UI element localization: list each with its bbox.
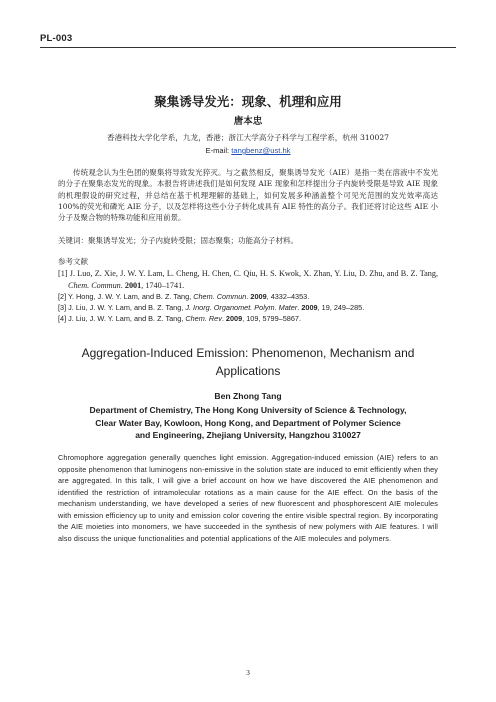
reference-item: [4] J. Liu, J. W. Y. Lam, and B. Z. Tang, Chem. Rev. 2009, 109, 5799–5867. — [58, 314, 301, 324]
email-label: E-mail: — [205, 146, 232, 155]
title-chinese: 聚集诱导发光：现象、机理和应用 — [154, 94, 342, 109]
author-chinese: 唐本忠 — [233, 116, 263, 127]
email-link[interactable]: tangbenz@ust.hk — [231, 146, 291, 155]
reference-item: [1] J. Luo, Z. Xie, J. W. Y. Lam, L. Cheng, H. Chen, C. Qiu, H. S. Kwok, X. Zhan, Y. Liu, D. Zhu, and B. Z. Tang, Chem. Commun. 2001, 1740–1741. — [58, 269, 438, 290]
title-english-line: Aggregation-Induced Emission: Phenomenon, Mechanism and — [81, 346, 415, 360]
header-divider — [40, 47, 456, 48]
author-english: Ben Zhong Tang — [214, 391, 282, 401]
abstract-english: Chromophore aggregation generally quenches light emission. Aggregation-induced emission (AIE) refers to an opposite phenomenon that luminogens non-emissive in the solution state are induced to emit efficiently when they are aggregated. In this talk, I will give a brief account on how we have discovered the AIE phenomenon and identified the restriction of intramolecular rotations as a main cause for the AIE effect. On the basis of the mechanism understanding, we have developed a series of new fluorescent and phosphorescent AIE molecules with emission efficiency up to unity and emission color covering the entire visible spectral region. By incorporating the AIE moieties into monomers, we have succeeded in the synthesis of new polymers with AIE features. I will also discuss the unique functionalities and potential applications of the AIE molecules and polymers. — [58, 453, 438, 543]
affiliation-chinese: 香港科技大学化学系，九龙，香港；浙江大学高分子科学与工程学系，杭州 310027 — [107, 133, 389, 142]
page-number: 3 — [246, 668, 250, 677]
reference-item: [2] Y. Hong, J. W. Y. Lam, and B. Z. Tang, Chem. Commun. 2009, 4332–4353. — [58, 291, 310, 301]
title-english — [58, 344, 438, 380]
affiliation-english — [58, 404, 438, 442]
affiliation-line: Department of Chemistry, The Hong Kong University of Science & Technology, — [89, 405, 407, 415]
references — [58, 256, 438, 325]
keywords-chinese: 关键词：聚集诱导发光；分子内旋转受限；固态聚集；功能高分子材料。 — [58, 236, 298, 245]
title-english-line: Applications — [215, 364, 281, 378]
references-heading: 参考文献 — [58, 257, 88, 266]
email-line — [58, 146, 438, 155]
paper-code: PL-003 — [40, 33, 73, 44]
reference-item: [3] J. Liu, J. W. Y. Lam, and B. Z. Tang, J. Inorg. Organomet. Polym. Mater. 2009, 19, 249–285. — [58, 303, 365, 313]
affiliation-line: and Engineering, Zhejiang University, Hangzhou 310027 — [135, 430, 361, 441]
affiliation-line: Clear Water Bay, Kowloon, Hong Kong, and Department of Polymer Science — [95, 417, 401, 428]
abstract-chinese: 传统观念认为生色团的聚集将导致发光猝灭。与之截然相反，聚集诱导发光（AIE）是指一类在溶液中不发光的分子在聚集态发光的现象。本报告将讲述我们是如何发现 AIE 现象和怎样提出分子内旋转受限是导致 AIE 现象的机理假设的研究过程，并总结在基于机理理解的基础上，如何发展多种涵盖整个可见光范围的发光效率高达 100%的荧光和磷光 AIE 分子，以及怎样将这些小分子转化成具有 AIE 特性的高分子。我们还将讨论这些 AIE 小分子及聚合物的特殊功能和应用前景。 — [58, 168, 438, 223]
